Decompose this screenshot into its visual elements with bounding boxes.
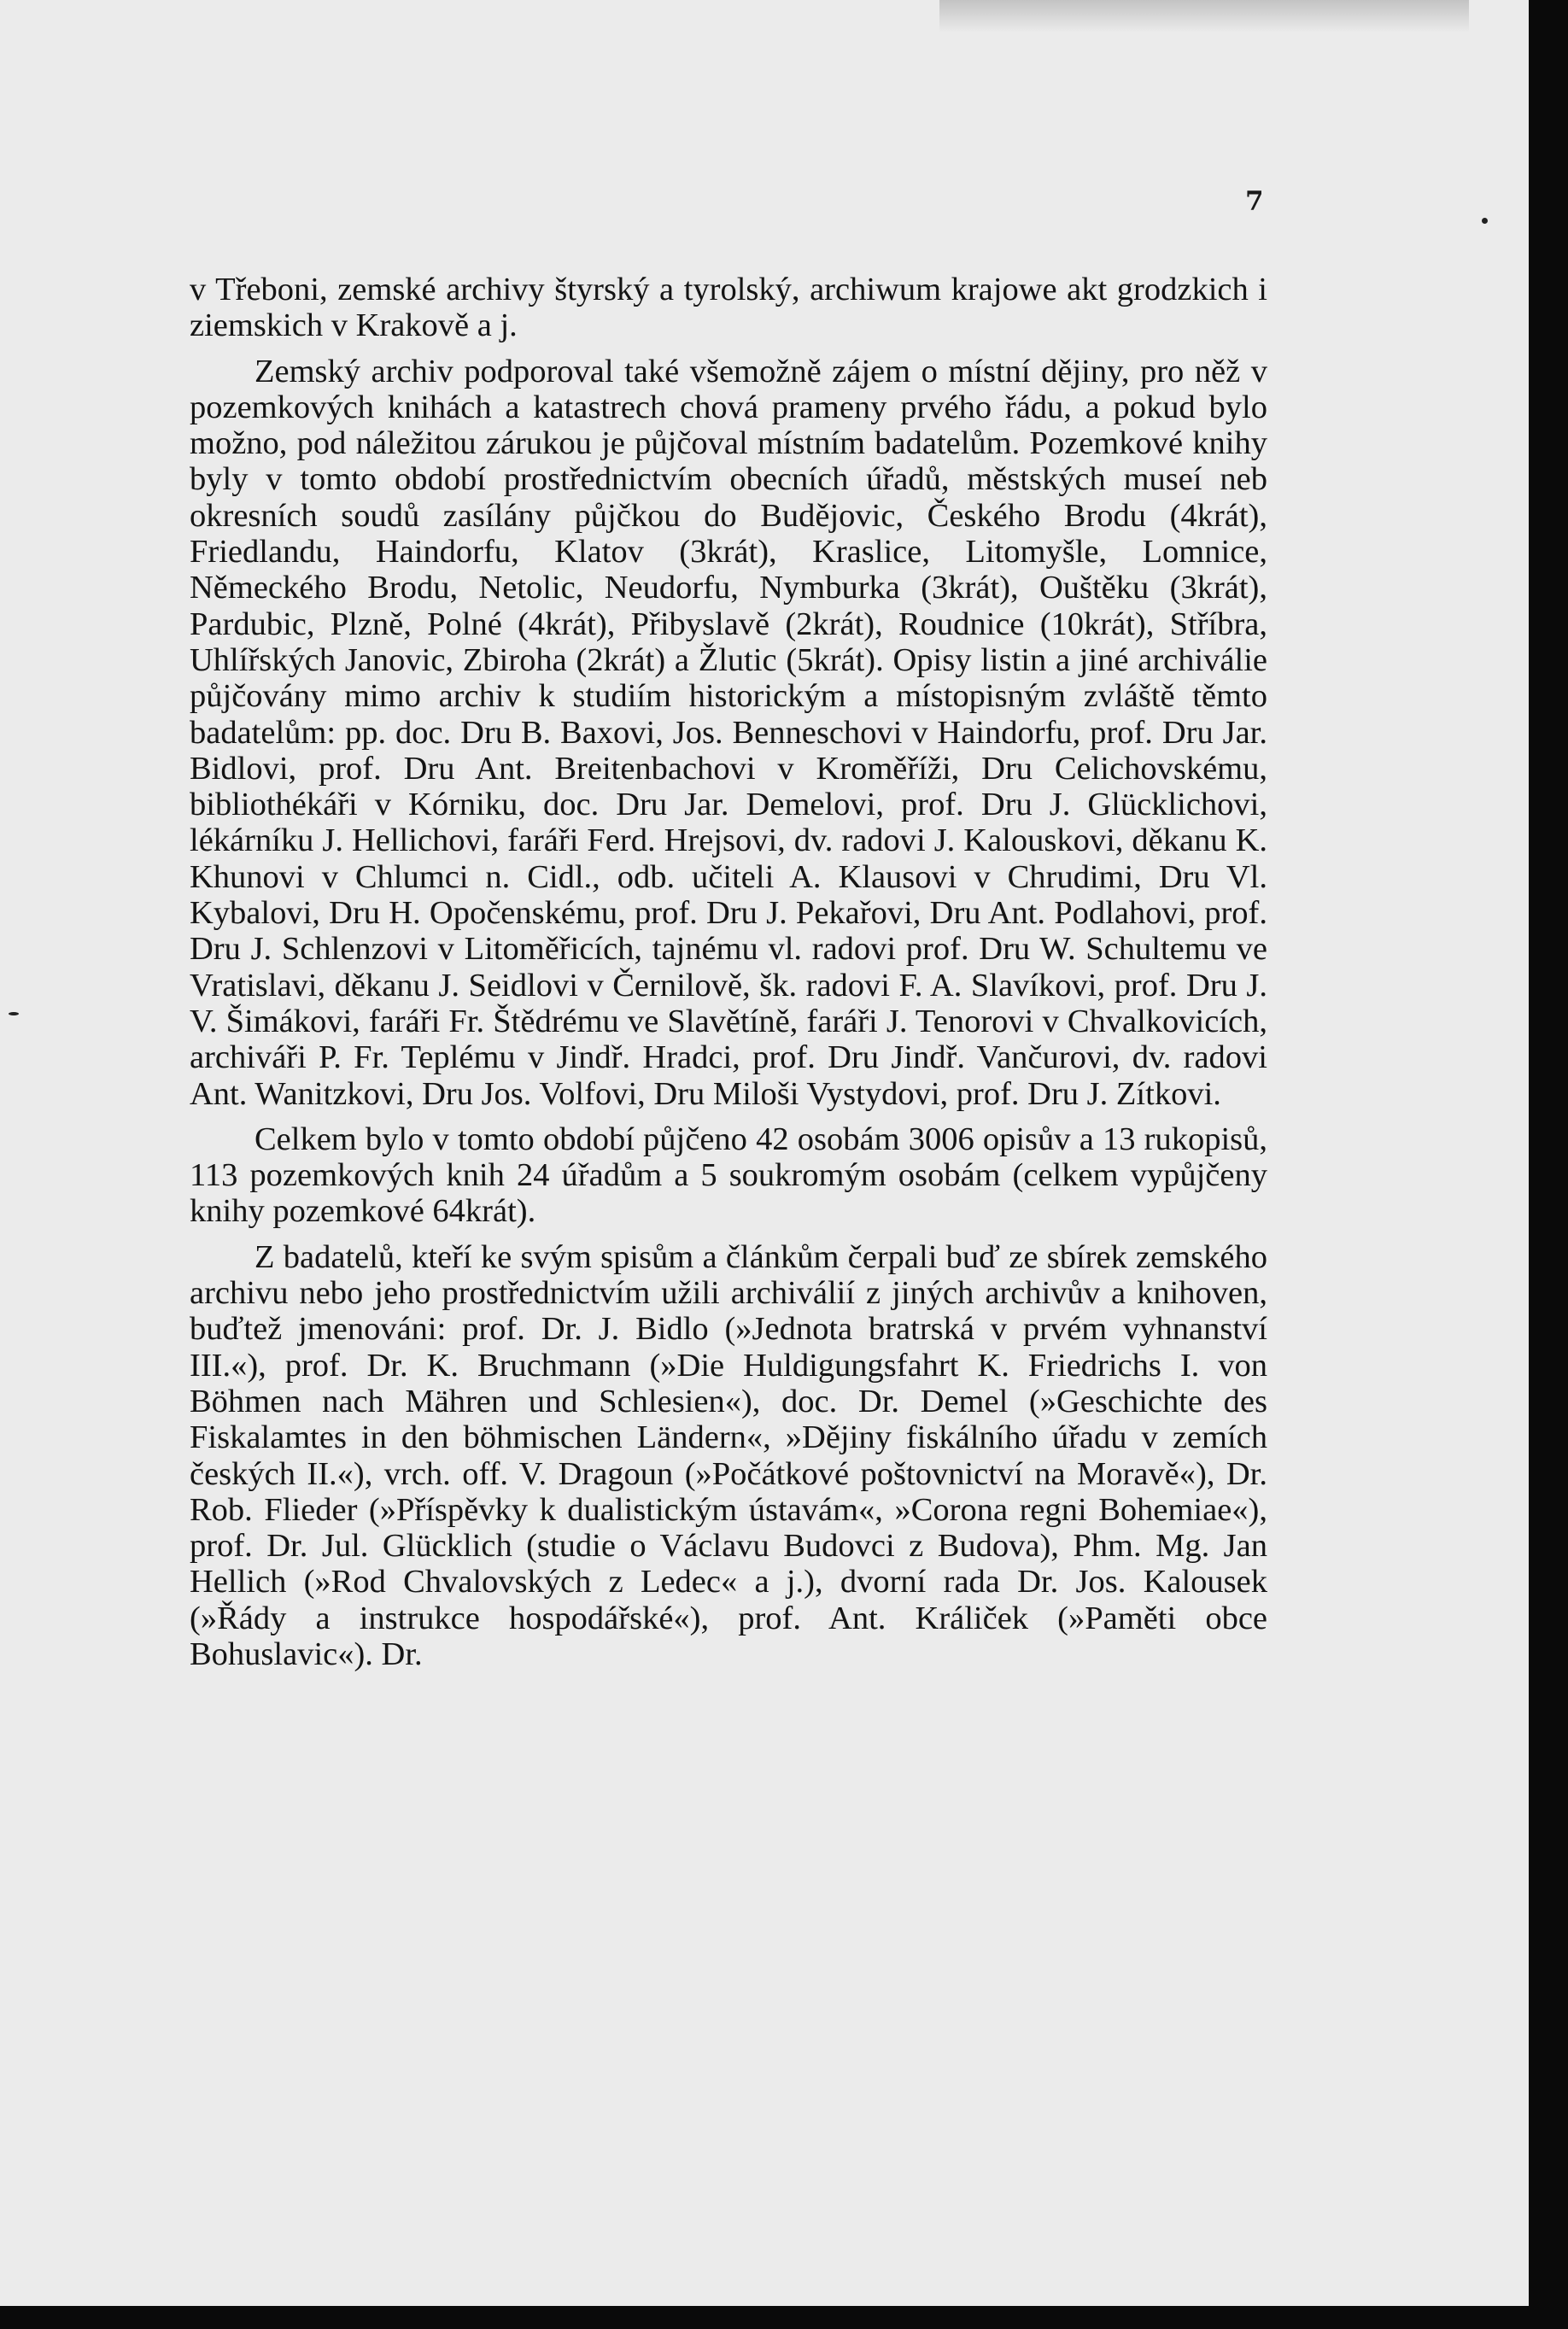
paragraph: Celkem bylo v tomto období půjčeno 42 osobám 3006 opisův a 13 rukopisů, 113 pozemkových knih 24 úřadům a 5 soukromým osobám (celkem vypůjčeny knihy pozemkové 64krát). — [190, 1121, 1267, 1230]
body-text — [190, 272, 1267, 1682]
scan-smudge — [939, 0, 1469, 32]
paragraph: Zemský archiv podporoval také všemožně zájem o místní dějiny, pro něž v pozemkových knihách a katastrech chová prameny prvého řádu, a pokud bylo možno, pod náležitou zárukou je půjčoval místním badatelům. Pozemkové knihy byly v tomto období prostřednictvím obecních úřadů, městských museí neb okresních soudů zasílány půjčkou do Budějovic, Českého Brodu (4krát), Friedlandu, Haindorfu, Klatov (3krát), Kraslice, Litomyšle, Lomnice, Německého Brodu, Netolic, Neudorfu, Nymburka (3krát), Ouštěku (3krát), Pardubic, Plzně, Polné (4krát), Přibyslavě (2krát), Roudnice (10krát), Stříbra, Uhlířských Janovic, Zbiroha (2krát) a Žlutic (5krát). Opisy listin a jiné archiválie půjčovány mimo archiv k studiím historickým a místopisným zvláště těmto badatelům: pp. doc. Dru B. Baxovi, Jos. Benneschovi v Haindorfu, prof. Dru Jar. Bidlovi, prof. Dru Ant. Breitenbachovi v Kroměříži, Dru Celichovskému, bibliothékáři v Kórniku, doc. Dru Jar. Demelovi, prof. Dru J. Glücklichovi, lékárníku J. Hellichovi, faráři Ferd. Hrejsovi, dv. radovi J. Kalouskovi, děkanu K. Khunovi v Chlumci n. Cidl., odb. učiteli A. Klausovi v Chrudimi, Dru Vl. Kybalovi, Dru H. Opočenskému, prof. Dru J. Pekařovi, Dru Ant. Podlahovi, prof. Dru J. Schlenzovi v Litoměřicích, tajnému vl. radovi prof. Dru W. Schultemu ve Vratislavi, děkanu J. Seidlovi v Černilově, šk. radovi F. A. Slavíkovi, prof. Dru J. V. Šimákovi, faráři Fr. Štědrému ve Slavětíně, faráři J. Tenorovi v Chvalkovicích, archiváři P. Fr. Teplému v Jindř. Hradci, prof. Dru Jindř. Vančurovi, dv. radovi Ant. Wanitzkovi, Dru Jos. Volfovi, Dru Miloši Vystydovi, prof. Dru J. Zítkovi. — [190, 353, 1267, 1112]
scan-speck — [9, 1012, 19, 1015]
scan-border-right — [1529, 0, 1568, 2329]
paragraph: v Třeboni, zemské archivy štyrský a tyrolský, archiwum krajowe akt grodzkich i ziemskich v Krakově a j. — [190, 272, 1267, 344]
page-number: 7 — [1245, 186, 1264, 217]
scan-speck — [1482, 218, 1488, 224]
scan-border-bottom — [0, 2306, 1568, 2329]
paragraph: Z badatelů, kteří ke svým spisům a článkům čerpali buď ze sbírek zemského archivu nebo jeho prostřednictvím užili archiválií z jiných archivův a knihoven, buďtež jmenováni: prof. Dr. J. Bidlo (»Jednota bratrská v prvém vyhnanství III.«), prof. Dr. K. Bruchmann (»Die Huldigungsfahrt K. Friedrichs I. von Böhmen nach Mähren und Schlesien«), doc. Dr. Demel (»Geschichte des Fiskalamtes in den böhmischen Ländern«, »Dějiny fiskálního úřadu v zemích českých II.«), vrch. off. V. Dragoun (»Počátkové poštovnictví na Moravě«), Dr. Rob. Flieder (»Příspěvky k dualistickým ústavám«, »Corona regni Bohemiae«), prof. Dr. Jul. Glücklich (studie o Václavu Budovci z Budova), Phm. Mg. Jan Hellich (»Rod Chvalovských z Ledec« a j.), dvorní rada Dr. Jos. Kalousek (»Řády a instrukce hospodářské«), prof. Ant. Králiček (»Paměti obce Bohuslavic«). Dr. — [190, 1238, 1267, 1672]
